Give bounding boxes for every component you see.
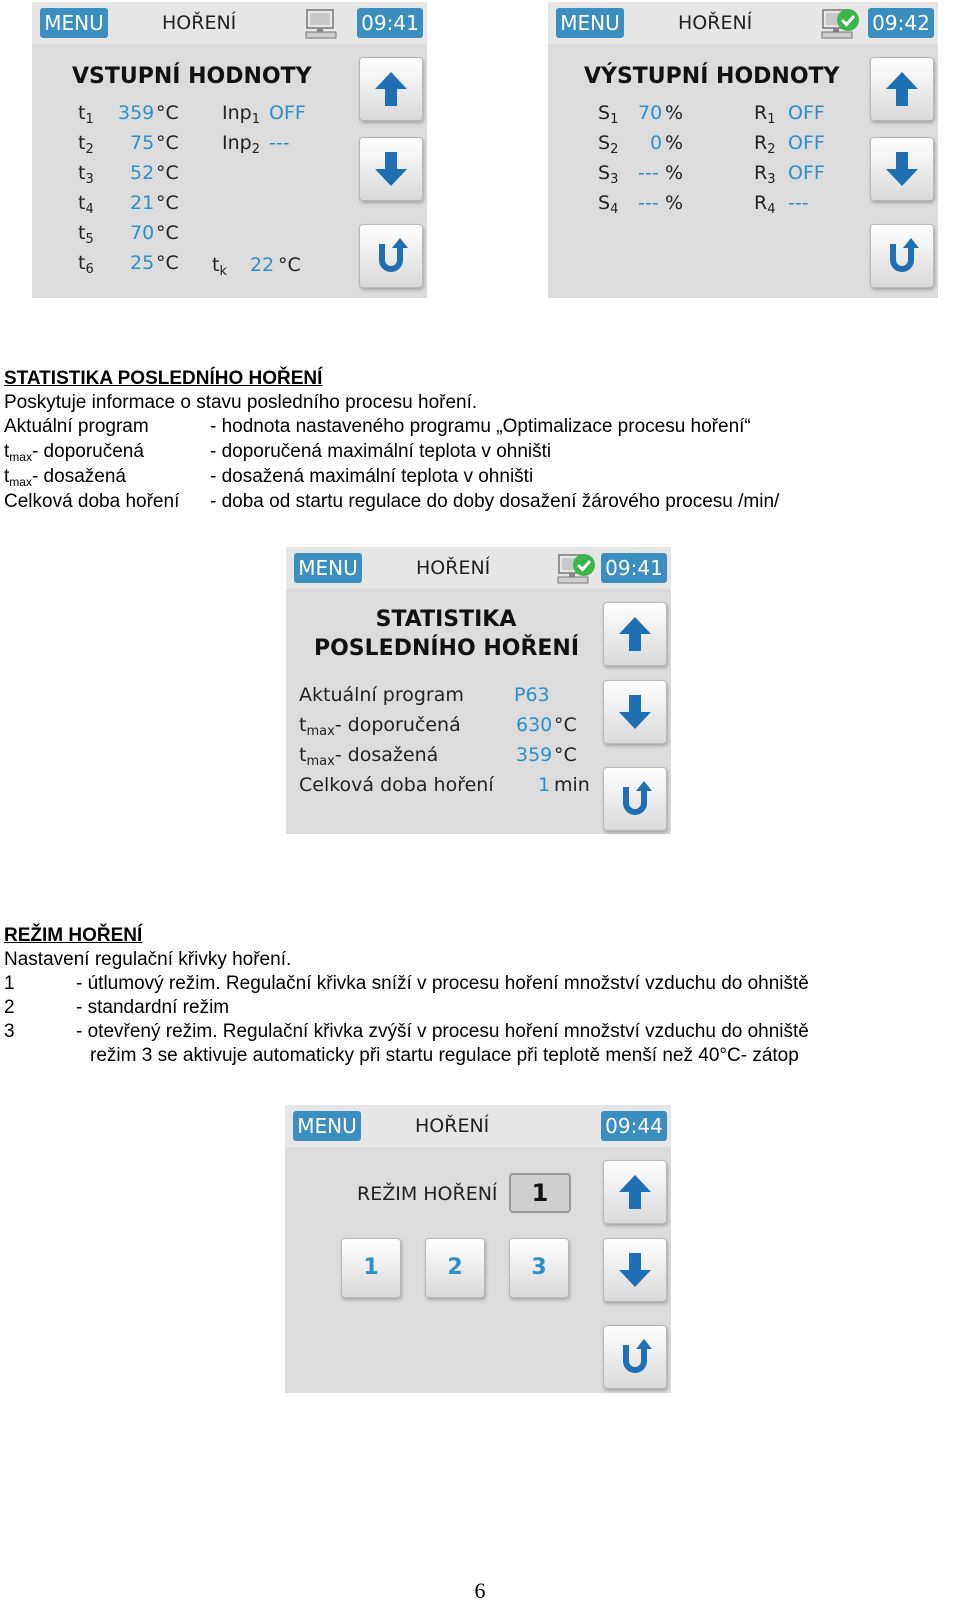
computer-icon (304, 8, 344, 40)
r-output-label (754, 192, 775, 217)
sensor-label-text: t (78, 102, 86, 124)
r-output-label-index: 2 (767, 142, 776, 157)
up-arrow-icon (615, 614, 655, 654)
s-output-value: 70 (638, 102, 663, 124)
screen-heading: VSTUPNÍ HODNOTY (72, 64, 312, 89)
back-button[interactable] (359, 224, 423, 288)
definition-term (4, 441, 144, 464)
input-label-text: Inp (222, 132, 252, 154)
down-arrow-icon (615, 692, 655, 732)
input-value: OFF (269, 102, 306, 124)
term-rest: - doporučená (31, 441, 144, 462)
s-output-label-text: S (598, 192, 611, 214)
sensor-label-index: 6 (85, 262, 94, 277)
s-output-label (598, 102, 618, 127)
r-output-label (754, 102, 775, 127)
screen-heading-line-1: STATISTIKA (375, 607, 517, 632)
down-arrow-icon (615, 1250, 655, 1290)
input-label-index: 2 (251, 142, 260, 157)
up-arrow-button[interactable] (603, 602, 667, 666)
sensor-unit: °C (156, 192, 179, 214)
r-output-label-text: R (754, 102, 768, 124)
sensor-label-text: t (78, 192, 86, 214)
r-output-label-text: R (754, 192, 768, 214)
program-value: P63 (514, 684, 550, 706)
up-arrow-button[interactable] (870, 57, 934, 121)
term-text: Aktuální program (4, 416, 149, 437)
sensor-label-text: t (78, 162, 86, 184)
page-number: 6 (474, 1578, 486, 1603)
mode-description: - otevřený režim. Regulační křivka zvýší v procesu hoření množství vzduchu do ohniště (76, 1021, 809, 1042)
up-arrow-icon (882, 69, 922, 109)
s-output-label-index: 4 (610, 202, 619, 217)
down-arrow-button[interactable] (603, 680, 667, 744)
back-button[interactable] (603, 767, 667, 831)
back-arrow-icon (882, 236, 922, 276)
definition-term (4, 466, 126, 489)
mode-2-button[interactable]: 2 (425, 1238, 485, 1298)
screen-title: HOŘENÍ (162, 12, 237, 34)
definition-description: - doporučená maximální teplota v ohništi (210, 441, 552, 462)
sensor-value: 70 (130, 222, 155, 244)
input-values-screen (32, 2, 427, 298)
sensor-unit: °C (156, 252, 179, 274)
tk-value: 22 (250, 254, 275, 276)
s-output-label-index: 1 (610, 112, 619, 127)
r-output-label-text: R (754, 162, 768, 184)
statistics-intro: Poskytuje informace o stavu posledního procesu hoření. (4, 392, 478, 413)
sensor-label-text: t (78, 252, 86, 274)
mode-screen (285, 1105, 671, 1393)
sensor-unit: °C (156, 222, 179, 244)
up-arrow-button[interactable] (603, 1160, 667, 1224)
mode-1-button[interactable]: 1 (341, 1238, 401, 1298)
menu-button[interactable]: MENU (556, 8, 624, 38)
r-output-label-text: R (754, 132, 768, 154)
menu-button[interactable]: MENU (40, 8, 108, 38)
s-output-label (598, 192, 618, 217)
tk-unit: °C (278, 254, 301, 276)
burn-time-value: 1 (538, 774, 551, 796)
menu-button[interactable]: MENU (294, 553, 362, 583)
input-value: --- (269, 132, 290, 154)
definition-term (4, 416, 149, 439)
s-output-unit: % (665, 102, 684, 124)
mode-number: 1 (4, 973, 15, 994)
back-arrow-icon (371, 236, 411, 276)
r-output-label-index: 3 (767, 172, 776, 187)
r-output-label (754, 162, 775, 187)
sensor-value: 25 (130, 252, 155, 274)
sensor-label (78, 132, 94, 157)
input-label (222, 132, 260, 157)
down-arrow-button[interactable] (359, 137, 423, 201)
r-output-value: --- (788, 192, 809, 214)
tmax-achieved-label: $t_{max}-$ dosažená (299, 744, 439, 769)
s-output-unit: % (665, 192, 684, 214)
program-label: Aktuální program (299, 684, 464, 706)
back-arrow-icon (615, 1337, 655, 1377)
sensor-label-text: t (78, 132, 86, 154)
s-output-label-text: S (598, 102, 611, 124)
s-output-label-text: S (598, 162, 611, 184)
clock: 09:42 (868, 8, 934, 38)
sensor-value: 52 (130, 162, 155, 184)
sensor-label-index: 1 (85, 112, 94, 127)
term-subscript: max (9, 450, 32, 464)
input-label-text: Inp (222, 102, 252, 124)
mode-note: režim 3 se aktivuje automaticky při startu regulace při teplotě menší než 40°C- zátop (90, 1045, 799, 1066)
sensor-value: 359 (118, 102, 155, 124)
sensor-value: 75 (130, 132, 155, 154)
definition-description: - doba od startu regulace do doby dosažení žárového procesu /min/ (210, 491, 780, 512)
mode-3-button[interactable]: 3 (509, 1238, 569, 1298)
s-output-label-index: 3 (610, 172, 619, 187)
statistics-screen (286, 547, 671, 834)
screen-title: HOŘENÍ (415, 1115, 490, 1137)
mode-label: REŽIM HOŘENÍ (357, 1183, 498, 1205)
sensor-label (78, 252, 94, 277)
sensor-value: 21 (130, 192, 155, 214)
screen-title: HOŘENÍ (678, 12, 753, 34)
output-values-screen (548, 2, 938, 298)
mode-description: - útlumový režim. Regulační křivka sníží v procesu hoření množství vzduchu do ohniště (76, 973, 809, 994)
term-text: t (4, 441, 10, 462)
tk-label: $t_k$ (212, 254, 227, 279)
s-output-unit: % (665, 132, 684, 154)
term-subscript: max (9, 475, 32, 489)
s-output-label (598, 132, 618, 157)
mode-number: 2 (4, 997, 15, 1018)
s-output-value: --- (638, 162, 659, 184)
tmax-recommended-label: $t_{max}-$ doporučená (299, 714, 461, 739)
tmax-achieved-unit: °C (554, 744, 577, 766)
r-output-value: OFF (788, 102, 825, 124)
menu-button[interactable]: MENU (293, 1111, 361, 1141)
definition-term (4, 491, 179, 514)
screen-title: HOŘENÍ (416, 557, 491, 579)
computer-ok-icon (820, 8, 860, 40)
section-title-mode: REŽIM HOŘENÍ (4, 925, 143, 946)
s-output-label-index: 2 (610, 142, 619, 157)
r-output-label (754, 132, 775, 157)
term-rest: - dosažená (31, 466, 126, 487)
burn-time-unit: min (554, 774, 590, 796)
sensor-label (78, 222, 94, 247)
sensor-unit: °C (156, 162, 179, 184)
sensor-label (78, 192, 94, 217)
back-arrow-icon (615, 779, 655, 819)
down-arrow-button[interactable] (603, 1238, 667, 1302)
s-output-label (598, 162, 618, 187)
term-text: Celková doba hoření (4, 491, 180, 512)
sensor-label-index: 3 (85, 172, 94, 187)
clock: 09:41 (357, 8, 423, 38)
mode-number: 3 (4, 1021, 15, 1042)
sensor-label-index: 2 (85, 142, 94, 157)
clock: 09:41 (601, 553, 667, 583)
input-label (222, 102, 260, 127)
sensor-label (78, 102, 94, 127)
down-arrow-icon (882, 149, 922, 189)
definition-description: - dosažená maximální teplota v ohništi (210, 466, 534, 487)
tmax-achieved-value: 359 (516, 744, 553, 766)
input-label-index: 1 (251, 112, 260, 127)
mode-intro: Nastavení regulační křivky hoření. (4, 949, 292, 970)
sensor-label-index: 5 (85, 232, 94, 247)
screen-heading: VÝSTUPNÍ HODNOTY (584, 64, 840, 89)
mode-description: - standardní režim (76, 997, 230, 1018)
definition-description: - hodnota nastaveného programu „Optimalizace procesu hoření“ (210, 416, 751, 437)
tmax-recommended-unit: °C (554, 714, 577, 736)
r-output-label-index: 1 (767, 112, 776, 127)
sensor-unit: °C (156, 102, 179, 124)
computer-ok-icon (556, 553, 596, 585)
screen-heading-line-2: POSLEDNÍHO HOŘENÍ (313, 636, 580, 661)
s-output-value: 0 (650, 132, 663, 154)
section-title-statistics: STATISTIKA POSLEDNÍHO HOŘENÍ (4, 368, 323, 389)
up-arrow-icon (371, 69, 411, 109)
r-output-value: OFF (788, 132, 825, 154)
sensor-label-text: t (78, 222, 86, 244)
up-arrow-button[interactable] (359, 57, 423, 121)
s-output-unit: % (665, 162, 684, 184)
s-output-value: --- (638, 192, 659, 214)
term-text: t (4, 466, 10, 487)
back-button[interactable] (603, 1325, 667, 1389)
burn-time-label: Celková doba hoření (299, 774, 494, 796)
s-output-label-text: S (598, 132, 611, 154)
sensor-label (78, 162, 94, 187)
sensor-unit: °C (156, 132, 179, 154)
r-output-label-index: 4 (767, 202, 776, 217)
tmax-recommended-value: 630 (516, 714, 553, 736)
back-button[interactable] (870, 224, 934, 288)
down-arrow-button[interactable] (870, 137, 934, 201)
clock: 09:44 (601, 1111, 667, 1141)
r-output-value: OFF (788, 162, 825, 184)
down-arrow-icon (371, 149, 411, 189)
up-arrow-icon (615, 1172, 655, 1212)
current-mode-display: 1 (509, 1173, 571, 1213)
sensor-label-index: 4 (85, 202, 94, 217)
